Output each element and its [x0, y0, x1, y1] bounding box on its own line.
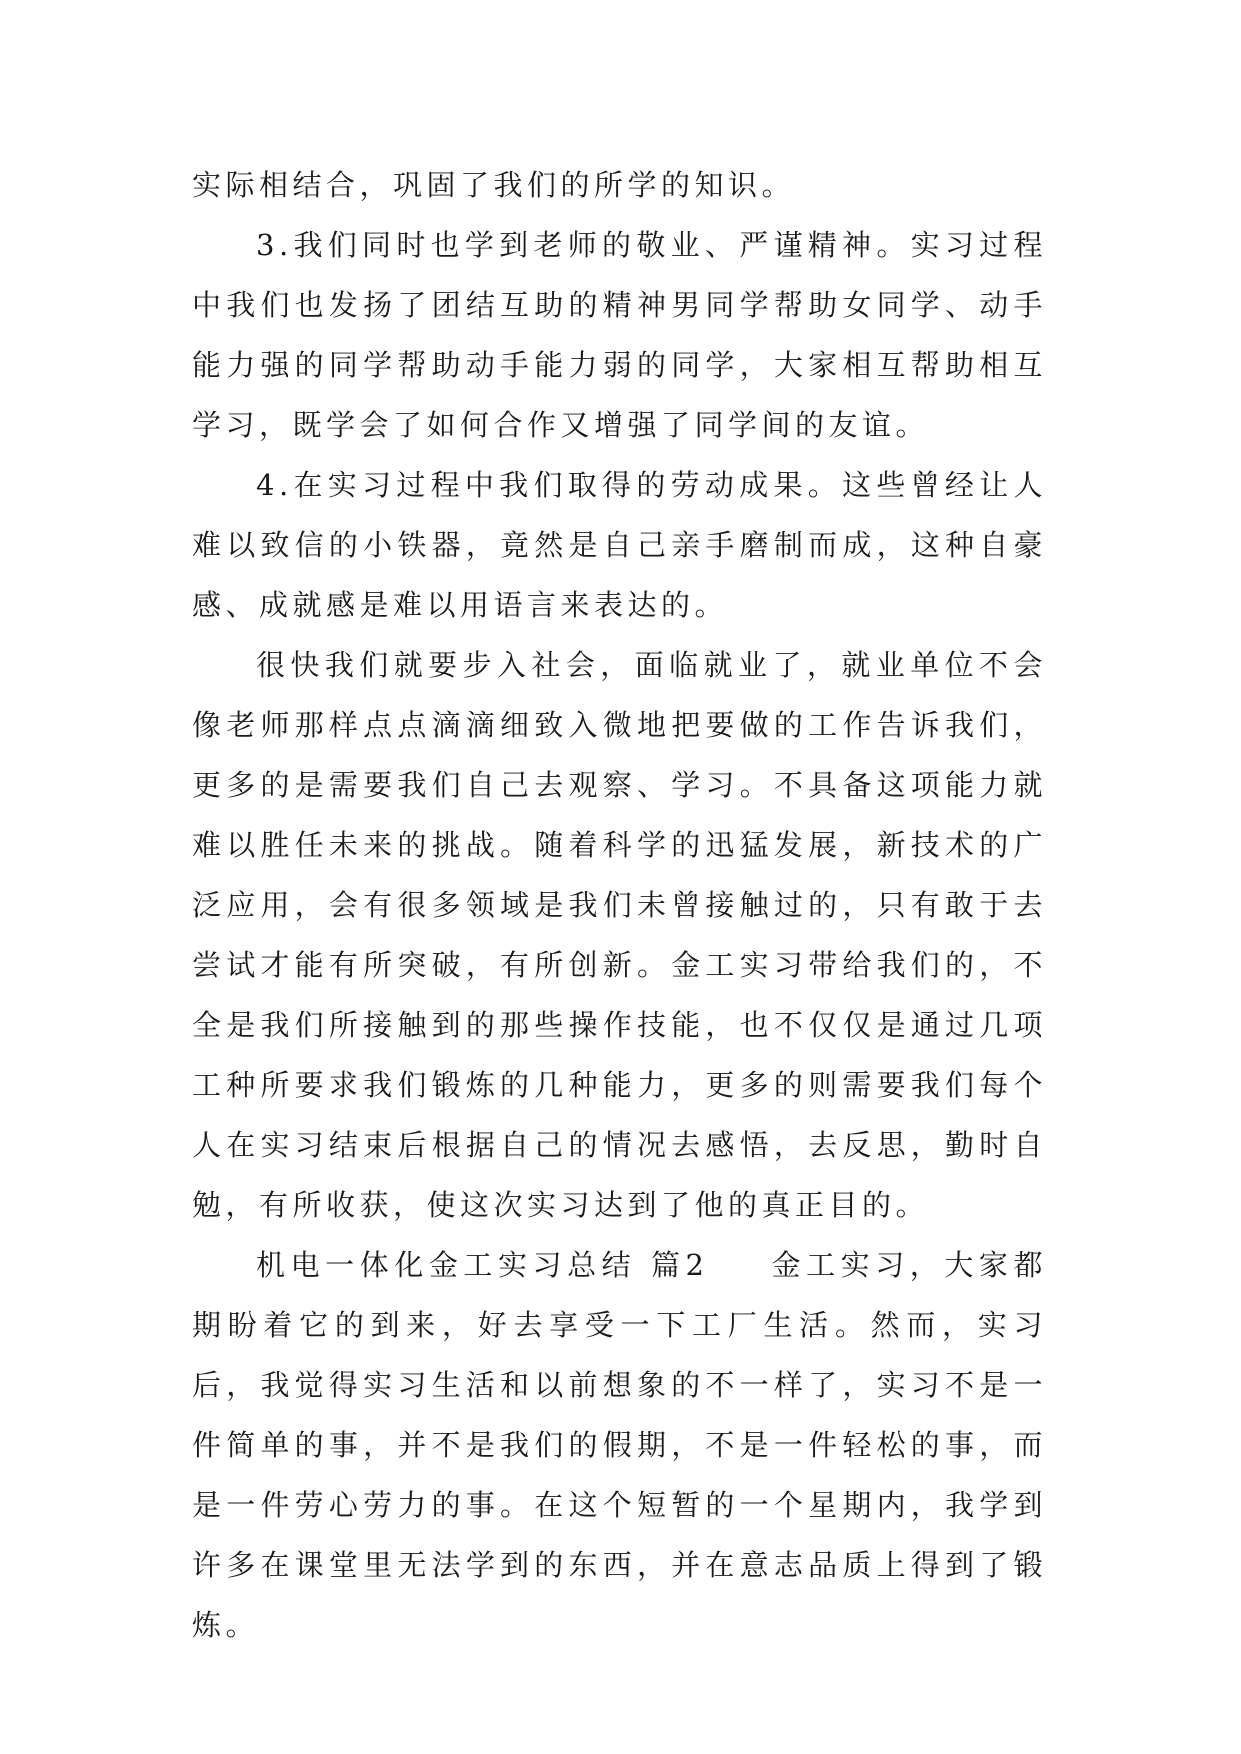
- paragraph-2: 3.我们同时也学到老师的敬业、严谨精神。实习过程中我们也发扬了团结互助的精神男同学帮助女同学、动手能力强的同学帮助动手能力弱的同学，大家相互帮助相互学习，既学会了如何合作又增强了同学间的友谊。: [192, 228, 1047, 442]
- section-heading: 机电一体化金工实习总结 篇2: [256, 1248, 709, 1282]
- paragraph-5: [192, 1235, 1047, 1655]
- paragraph-1: 实际相结合，巩固了我们的所学的知识。: [192, 168, 796, 202]
- paragraph-4: 很快我们就要步入社会，面临就业了，就业单位不会像老师那样点点滴滴细致入微地把要做的工作告诉我们，更多的是需要我们自己去观察、学习。不具备这项能力就难以胜任未来的挑战。随着科学的迅猛发展，新技术的广泛应用，会有很多领域是我们未曾接触过的，只有敢于去尝试才能有所突破，有所创新。金工实习带给我们的，不全是我们所接触到的那些操作技能，也不仅仅是通过几项工种所要求我们锻炼的几种能力，更多的则需要我们每个人在实习结束后根据自己的情况去感悟，去反思，勤时自勉，有所收获，使这次实习达到了他的真正目的。: [192, 648, 1047, 1222]
- paragraph-3: 4.在实习过程中我们取得的劳动成果。这些曾经让人难以致信的小铁器，竟然是自己亲手磨制而成，这种自豪感、成就感是难以用语言来表达的。: [192, 468, 1047, 622]
- final-paragraph-text: 金工实习，大家都期盼着它的到来，好去享受一下工厂生活。然而，实习后，我觉得实习生活和以前想象的不一样了，实习不是一件简单的事，并不是我们的假期，不是一件轻松的事，而是一件劳心劳力的事。在这个短暂的一个星期内，我学到许多在课堂里无法学到的东西，并在意志品质上得到了锻炼。: [192, 1248, 1047, 1642]
- document-body: [192, 155, 1047, 1655]
